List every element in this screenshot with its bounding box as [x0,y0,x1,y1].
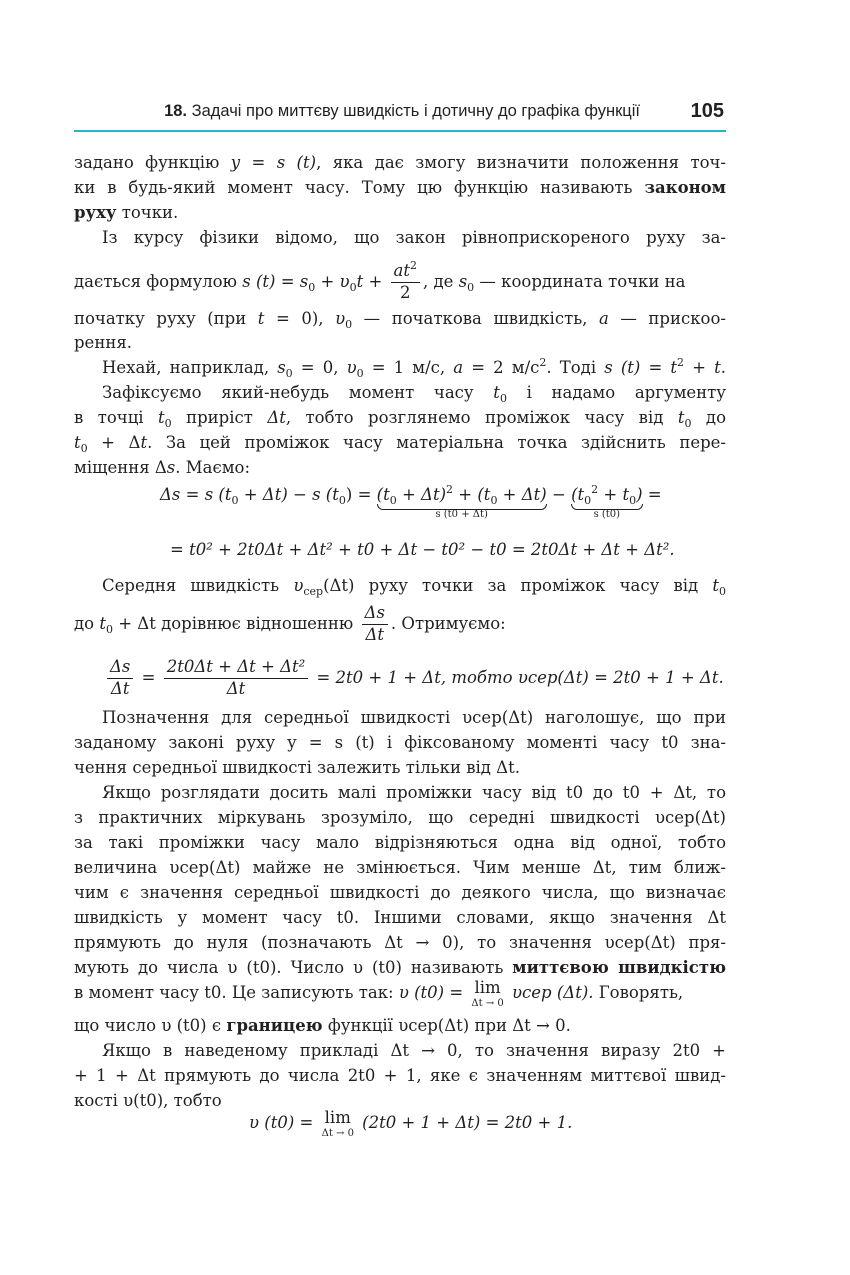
text-line: за такі проміжки часу мало відрізняються одна від одної, тобто [74,833,726,852]
text-line: що число υ (t0) є границею функції υсер(Δt) при Δt → 0. [74,1016,571,1035]
text-line: кості υ(t0), тобто [74,1091,222,1110]
text-line: початку руху (при t = 0), $\upsilon_0$ — початкова швидкість, a — прискоо- [74,309,726,331]
text-line: прямують до нуля (позначають Δt → 0), то значення υсер(Δt) пря- [74,933,726,952]
text-line: швидкість у момент часу t0. Іншими словами, якщо значення Δt [74,908,726,927]
text-line: руху точки. [74,203,179,222]
equation-expansion: = t0² + 2t0Δt + Δt² + t0 + Δt − t0² − t0 = 2t0Δt + Δt + Δt². [170,540,675,559]
term-bold: руху [74,203,117,222]
text-line: чення середньої швидкості залежить тільки від Δt. [74,758,520,777]
underbrace: $(t_0^2 + t_0)$ s (t0) [571,483,643,520]
text-line: чим є значення середньої швидкості до деякого числа, що визначає [74,883,726,902]
section-title: Задачі про миттєву швидкість і дотичну до графіка функції [191,102,640,120]
text-line: в точці $t_0$ приріст Δt, тобто розглянемо проміжок часу від $t_0$ до [74,408,727,430]
text-line: міщення Δs. Маємо: [74,458,251,477]
text-line: $t_0 + \Delta t$. За цей проміжок часу матеріальна точка здійснить пере- [74,433,726,455]
running-header [74,100,726,132]
fraction: $\frac{\text{2t0Δt + Δt + Δt²}}{\Delta t}$ [164,658,309,699]
page-number: 105 [690,100,724,122]
text-line: задано функцію y = s (t), яка дає змогу визначити положення точ- [74,153,726,172]
limit-operator: lim Δt → 0 [321,1108,354,1139]
term-bold: границею [226,1016,323,1035]
text-line: в момент часу t0. Це записують так: υ (t0) = lim Δt → 0 υсер (Δt). Говорять, [74,978,684,1009]
section-number: 18. [164,102,188,120]
section-heading [164,102,640,121]
fraction: $\frac{\Delta s}{\Delta t}$ [362,604,388,645]
underbrace: $(t_0 + \Delta t)^2 + (t_0 + \Delta t)$ s (t0 + Δt) [376,483,547,520]
text-line: заданому законі руху y = s (t) і фіксованому моменті часу t0 зна- [74,733,726,752]
text-line: + 1 + Δt прямують до числа 2t0 + 1, яке є значенням миттєвої швид- [74,1066,726,1085]
term-bold: миттєвою швидкістю [512,958,726,977]
term-bold: законом [644,178,726,197]
text-line: Зафіксуємо який-небудь момент часу $t_0$ і надамо аргументу [102,383,727,405]
text-line: мують до числа υ (t0). Число υ (t0) називають миттєвою швидкістю [74,958,726,977]
text-line: до $t_0 + \Delta t$ дорівнює відношенню $\frac{\Delta s}{\Delta t}$ . Отримуємо: [74,603,506,644]
text-line: Середня швидкість $\upsilon_{сер}(\Delta t)$ руху точки за проміжок часу від $t_0$ [102,576,726,598]
formula-line: дається формулою s $(t) = s_0 + \upsilon_0t$ + $\frac{at^2}{2}$ , де $s_0$ — координата точки на [74,259,686,302]
text-line: величина υсер(Δt) майже не змінюється. Чим менше Δt, тим ближ- [74,858,726,877]
text-line: Із курсу фізики відомо, що закон рівноприскореного руху за- [102,228,726,247]
fraction: $\frac{at^2}{2}$ [391,262,420,303]
equation-instant-speed: υ (t0) = lim Δt → 0 (2t0 + 1 + Δt) = 2t0 + 1. [249,1108,573,1139]
limit-operator: lim Δt → 0 [471,978,504,1009]
text-line: Якщо в наведеному прикладі Δt → 0, то значення виразу 2t0 + [102,1041,726,1060]
text-line: Якщо розглядати досить малі проміжки часу від t0 до t0 + Δt, то [102,783,726,802]
text-line: Нехай, наприклад, $s_0 = 0$, $\upsilon_0 = 1$ м/с, a = 2 $м/с^2$. Тоді s $(t) = t^2 + t$. [102,356,726,380]
text-line: з практичних міркувань зрозуміло, що середні швидкості υсер(Δt) [74,808,726,827]
equation-average-speed: $\frac{\Delta s}{\Delta t}$ = $\frac{\text{2t0Δt + Δt + Δt²}}{\Delta t}$ = 2t0 + 1 + Δt, тобто υсер(Δt) = 2t0 + 1 + Δt. [104,658,756,698]
fraction: $\frac{\Delta s}{\Delta t}$ [107,658,133,699]
text-line: ки в будь-який момент часу. Тому цю функцію називають законом [74,178,726,197]
text-line: Позначення для середньої швидкості υсер(Δt) наголошує, що при [102,708,726,727]
equation-delta-s: Δs = s $(t_0 + \Delta t) - s$ $(t_0) = (t_0 + \Delta t)^2 + (t_0 + \Delta t)$ s (t0 + Δt) − $(t_0^2 + t_0)$ s (t0) = [160,483,662,520]
text-line: рення. [74,333,132,352]
